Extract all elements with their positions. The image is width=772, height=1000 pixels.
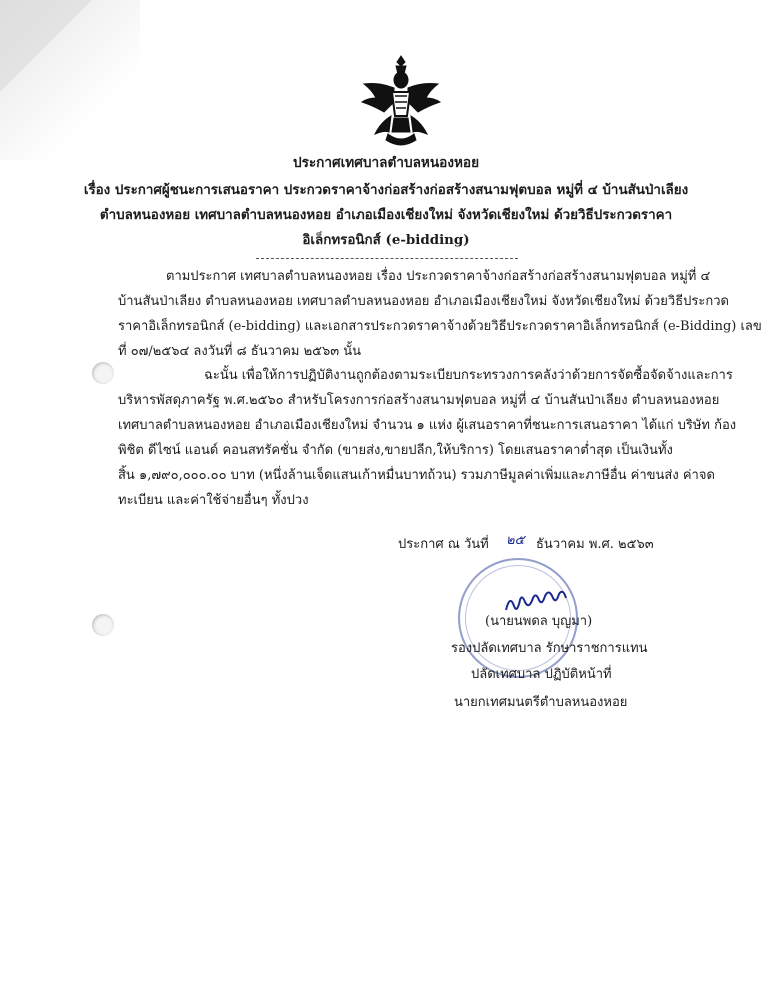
punch-hole-bottom: [92, 614, 114, 636]
announce-date-suffix: ธันวาคม พ.ศ. ๒๕๖๓: [536, 537, 654, 552]
paragraph2-line-4: พิชิต ดีไซน์ แอนด์ คอนสทรัคชั่น จำกัด (ขายส่ง,ขายปลีก,ให้บริการ) โดยเสนอราคาต่ำสุด เป็นเงินทั้ง: [118, 443, 673, 458]
document-title: ประกาศเทศบาลตำบลหนองหอย: [292, 155, 480, 171]
announce-date-prefix: ประกาศ ณ วันที่: [398, 537, 489, 552]
garuda-emblem-icon: [358, 52, 444, 148]
subject-line-2: ตำบลหนองหอย เทศบาลตำบลหนองหอย อำเภอเมืองเชียงใหม่ จังหวัดเชียงใหม่ ด้วยวิธีประกวดราคา: [99, 207, 673, 223]
paragraph1-line-2: บ้านสันป่าเลียง ตำบลหนองหอย เทศบาลตำบลหนองหอย อำเภอเมืองเชียงใหม่ จังหวัดเชียงใหม่ ด้วยวิธีประกวด: [118, 294, 729, 309]
announce-date-day-handwritten: ๒๕: [506, 533, 525, 548]
folded-corner: [0, 0, 92, 92]
signatory-position-3: นายกเทศมนตรีตำบลหนองหอย: [454, 695, 628, 710]
paragraph2-line-5: สิ้น ๑,๗๙๐,๐๐๐.๐๐ บาท (หนึ่งล้านเจ็ดแสนเก้าหมื่นบาทถ้วน) รวมภาษีมูลค่าเพิ่มและภาษีอื่น ค่าขนส่ง ค่าจด: [118, 468, 715, 483]
paragraph2-line-1: ฉะนั้น เพื่อให้การปฏิบัติงานถูกต้องตามระเบียบกระทรวงการคลังว่าด้วยการจัดซื้อจัดจ้างและการ: [204, 368, 733, 383]
subject-line-3: อิเล็กทรอนิกส์ (e-bidding): [302, 232, 470, 248]
paragraph2-line-6: ทะเบียน และค่าใช้จ่ายอื่นๆ ทั้งปวง: [118, 493, 309, 508]
paragraph1-line-3: ราคาอิเล็กทรอนิกส์ (e-bidding) และเอกสารประกวดราคาจ้างด้วยวิธีประกวดราคาอิเล็กทรอนิกส์ (e-Bidding) เลข: [118, 319, 762, 334]
subject-line-1: เรื่อง ประกาศผู้ชนะการเสนอราคา ประกวดราคาจ้างก่อสร้างก่อสร้างสนามฟุตบอล หมู่ที่ ๔ บ้านสันป่าเลียง: [83, 182, 689, 198]
punch-hole-top: [92, 362, 114, 384]
signatory-position-1: รองปลัดเทศบาล รักษาราชการแทน: [451, 641, 648, 656]
header-divider: [256, 258, 518, 259]
paragraph2-line-3: เทศบาลตำบลหนองหอย อำเภอเมืองเชียงใหม่ จำนวน ๑ แห่ง ผู้เสนอราคาที่ชนะการเสนอราคา ได้แก่ บริษัท ก้อง: [118, 418, 737, 433]
signatory-name: (นายนพดล บุญมา): [485, 614, 593, 629]
paragraph1-line-1: ตามประกาศ เทศบาลตำบลหนองหอย เรื่อง ประกวดราคาจ้างก่อสร้างก่อสร้างสนามฟุตบอล หมู่ที่ ๔: [166, 269, 711, 284]
paragraph2-line-2: บริหารพัสดุภาครัฐ พ.ศ.๒๕๖๐ สำหรับโครงการก่อสร้างสนามฟุตบอล หมู่ที่ ๔ บ้านสันป่าเลียง ตำบลหนองหอย: [118, 393, 720, 408]
paragraph1-line-4: ที่ ๐๗/๒๕๖๔ ลงวันที่ ๘ ธันวาคม ๒๕๖๓ นั้น: [118, 344, 362, 359]
signatory-position-2: ปลัดเทศบาล ปฏิบัติหน้าที่: [471, 667, 612, 682]
